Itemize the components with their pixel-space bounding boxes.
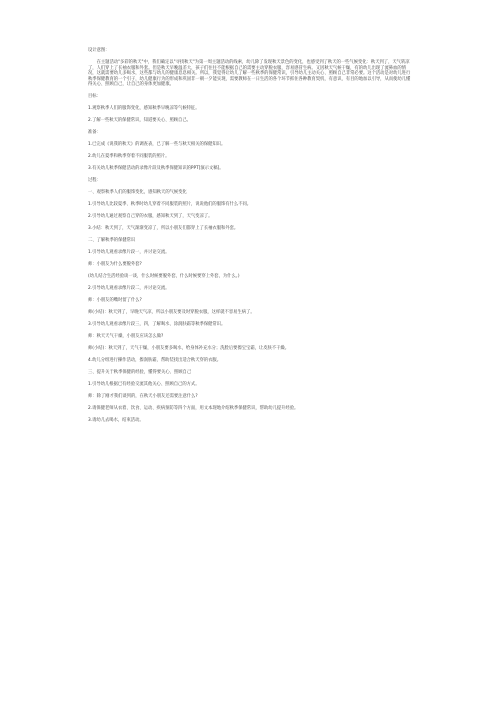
prep-heading: 准备：: [88, 130, 101, 136]
section2-item: 师(小结)：秋天到了，天气干燥，小朋友要多喝水，给身体补充水分；洗脸后要擦宝宝霜，让皮肤不干燥。: [88, 346, 290, 352]
document-page: [88, 48, 412, 430]
prep-item: 3.有关幼儿秋季保健活动的录像片段及秋季保健知识的PPT[演示文稿]。: [88, 166, 224, 172]
section2-item: 师：小朋友的嘴时留了什么?: [88, 298, 142, 304]
section3-title: 三、提升关于秋季保健的经验，懂得要关心、照顾自己: [88, 369, 192, 375]
section3-item: 2.请保健老师从衣着、饮食、运动、疾病预防等四个方面，用文本现地介绍秋季保健常识，帮助幼儿提升经验。: [88, 405, 299, 411]
section1-item: 2.引导幼儿通过观察自己穿的衣服，感知秋天到了，天气变凉了。: [88, 214, 213, 220]
section2-item: 1.引导幼儿观看录像片段一，并讨论交流。: [88, 250, 170, 256]
section2-title: 二、了解秋季的保健常识: [88, 238, 136, 244]
section1-item: 1.引导幼儿比较夏季、秋季时幼儿穿着不同服装的照片，说说他们的服饰有什么不同。: [88, 202, 252, 208]
section1-item: 3.小结：秋天到了，天气渐渐变凉了，所以小朋友们都穿上了长袖衣服和外套。: [88, 226, 239, 232]
section1-title: 一、观察秋季人们的服饰变化，感知秋天的气候变化: [88, 190, 187, 196]
section2-item: 4.幼儿分组进行操作活动，擦润肤霜，帮助装找出适合秋天穿的衣服。: [88, 358, 222, 363]
section3-item: 3.请幼儿去喝水，结束活动。: [88, 417, 144, 423]
goal-item: 1.观察秋季人们的服饰变化，感知秋季早晚凉等气候特征。: [88, 106, 200, 112]
process-heading: 过程：: [88, 178, 101, 184]
section3-item: 师：除了刚才我们谈到的，在秋天小朋友还需要注意什么?: [88, 393, 198, 399]
section2-item: 3.引导幼儿观看录像片段三，四，了解喝水、涂润肤霜等秋季保健常识。: [88, 322, 226, 328]
goals-heading: 目标：: [88, 94, 101, 100]
goal-item: 2.了解一些秋天的保健常识，知道要关心、照顾自己。: [88, 118, 191, 124]
prep-item: 1.已完成《说我的秋天》的调查表，已了解一些与秋天相关的保健知识。: [88, 142, 226, 148]
section2-item: 师：秋天天气干燥，小朋友应该怎么做?: [88, 334, 164, 340]
section2-item: (幼儿结合生活经验谈一谈，什么时候要脱外套，什么时候要穿上外套，为什么。): [88, 274, 240, 280]
section2-item: 师：小朋友为什么要脱外套?: [88, 262, 142, 268]
section2-item: 师(小结)：秋天到了，早晚天气凉，所以小朋友要及时穿脱衣服，这样就不容易生病了。: [88, 310, 255, 316]
section2-item: 2.引导幼儿观看录像片段二，并讨论交流。: [88, 286, 170, 292]
section3-item: 1.引导幼儿根据已有经验交流其他关心、照顾自己的方式。: [88, 381, 200, 387]
prep-item: 2.幼儿在夏季和秋季穿着不同服装的照片。: [88, 154, 170, 160]
intro-paragraph: 在主题活动"多彩的秋天"中，我们确定以"寻找秋天"为第一周主题活动的线索，幼儿除了发现秋天景色的变化，也感受到了秋天的一些气候变化：秋天到了，天气转凉了，人们穿上了长袖衣服和外套。但是秋天早晚温差大，孩子们往往不能根据自己的需要主动穿脱衣服，容易感冒生病。又因秋天气候干燥，有的幼儿出现了流鼻血的情况，这就需要幼儿多喝水，这些都与幼儿的健康息息相关。所以，我觉得让幼儿了解一些秋季的保健常识，引导幼儿主动关心、照顾自己非常必要。这个活动是对幼儿进行秋季保健教育的一个引子，幼儿健康行为的形成和巩固非一朝一夕能实现，需要教师在一日生活的各个环节抓住各种教育契机，有意识、有目的地加以引导，从而使幼儿懂得关心、照顾自己，让自己的身体更加健康。: [88, 59, 411, 88]
doc-title: 设计意图：: [88, 48, 110, 53]
